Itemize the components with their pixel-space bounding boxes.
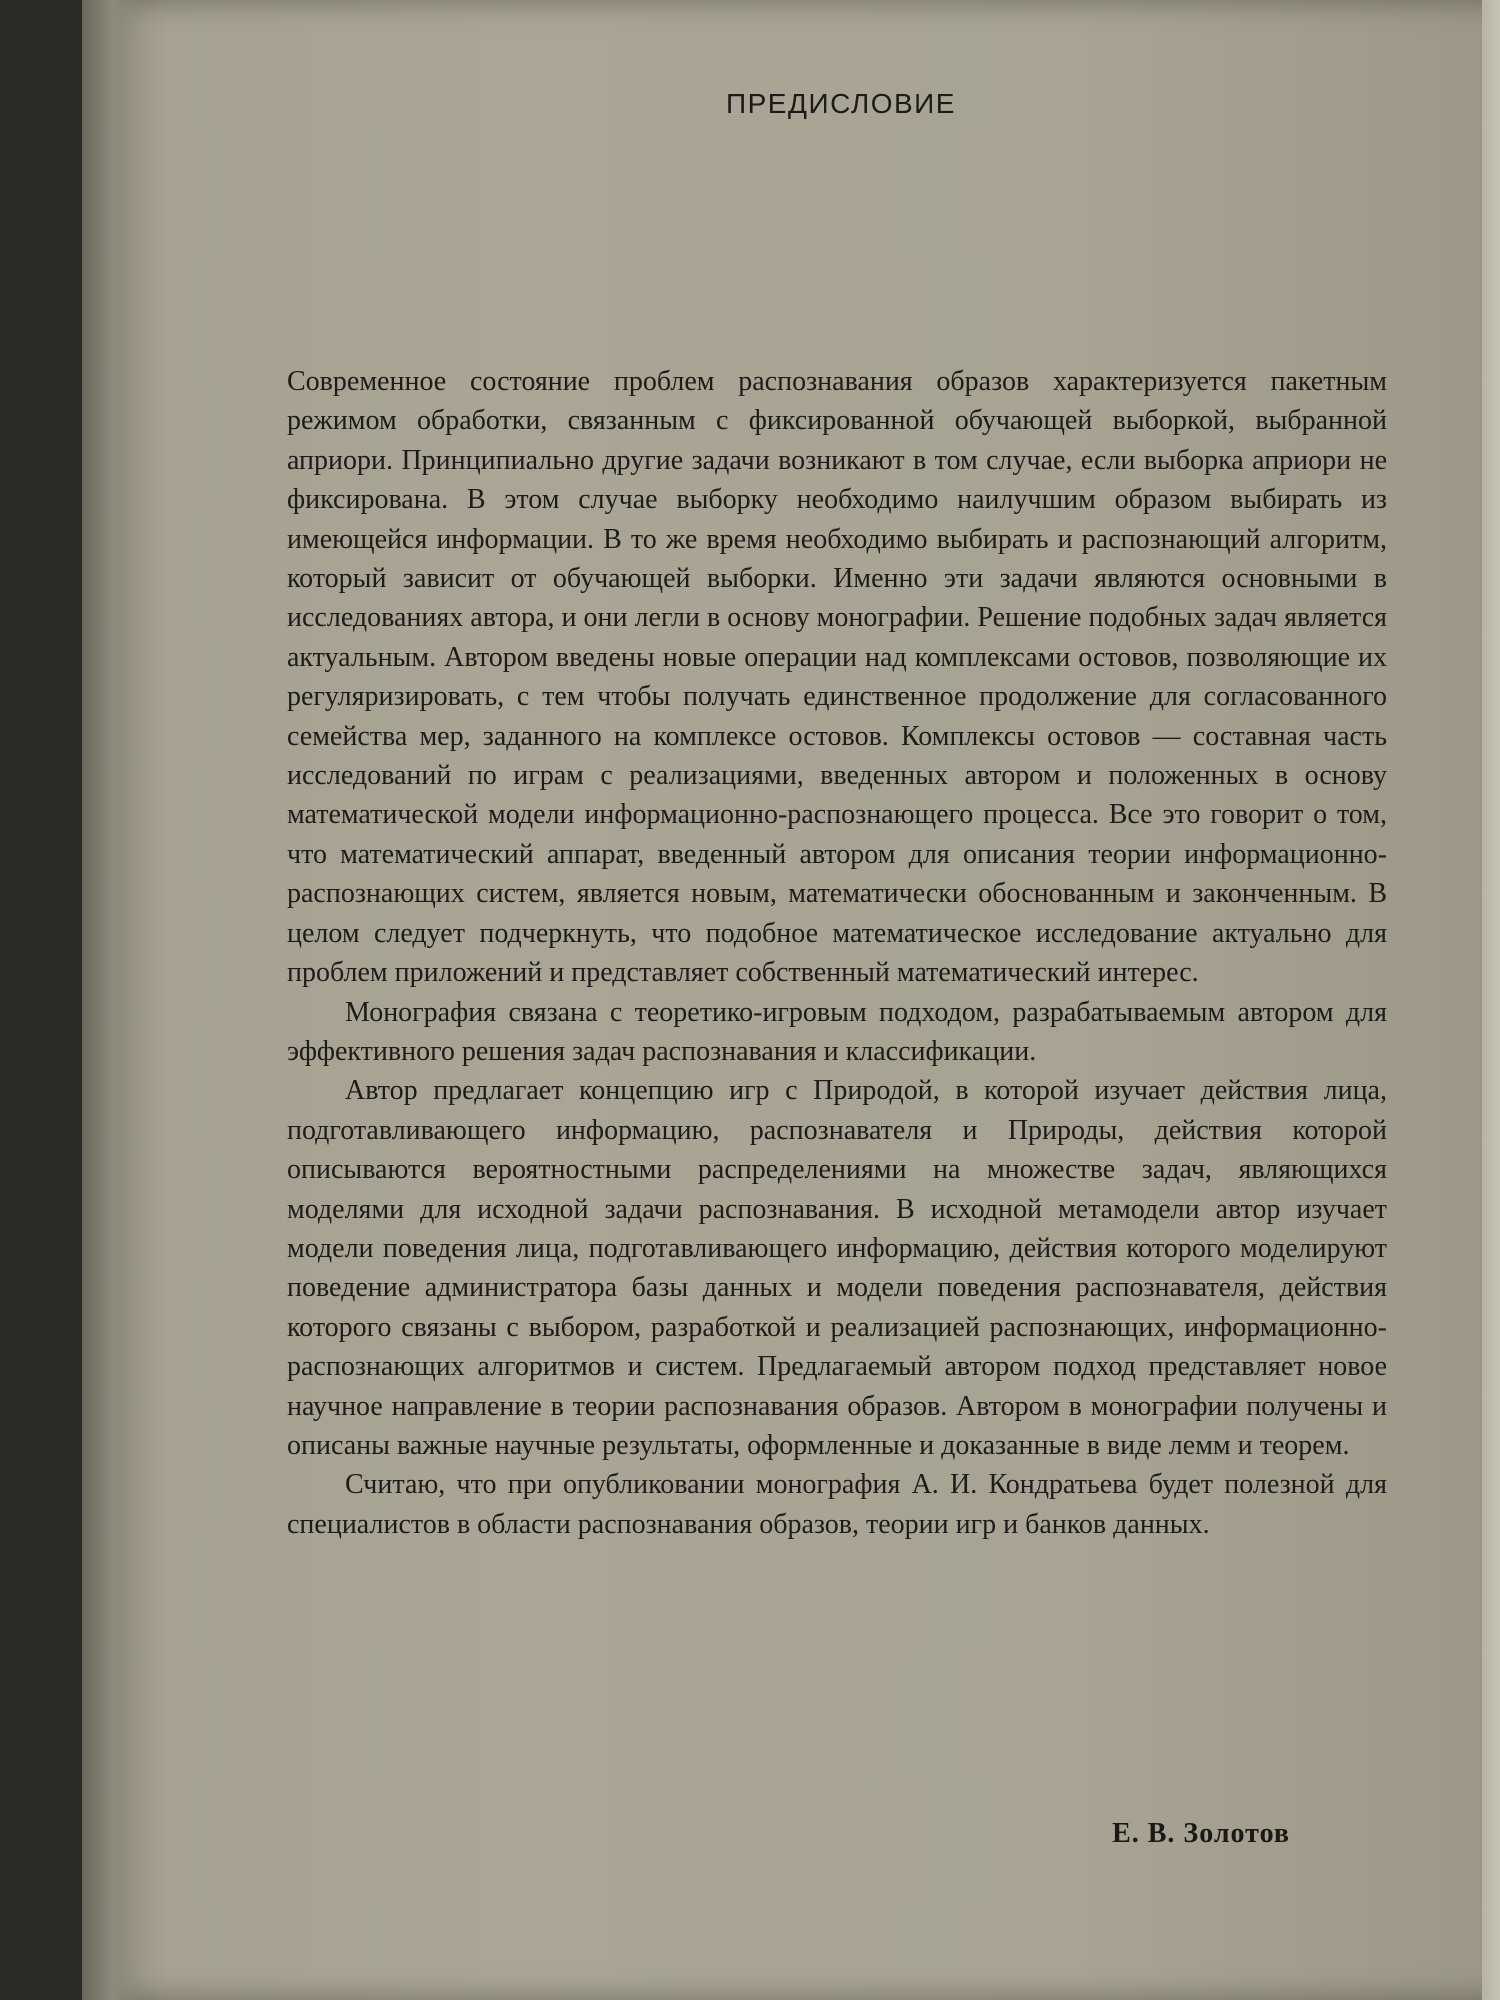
preface-text	[287, 362, 1387, 1544]
page-heading: ПРЕДИСЛОВИЕ	[726, 88, 956, 119]
author-signature: Е. В. Золотов	[1112, 1818, 1290, 1849]
book-page	[82, 0, 1500, 2000]
paragraph-4: Считаю, что при опубликовании монография А. И. Кондратьева будет полезной для специалистов в области распознавания образов, теории игр и банков данных.	[287, 1469, 1387, 1540]
paragraph-1: Современное состояние проблем распознавания образов характеризуется пакетным режимом обработки, связанным с фиксированной обучающей выборкой, выбранной априори. Принципиально другие задачи возникают в том случае, если выборка априори не фиксирована. В этом случае выборку необходимо наилучшим образом выбирать из имеющейся информации. В то же время необходимо выбирать и распознающий алгоритм, который зависит от обучающей выборки. Именно эти задачи являются основными в исследованиях автора, и они легли в основу монографии. Решение подобных задач является актуальным. Автором введены новые операции над комплексами остовов, позволяющие их регуляризировать, с тем чтобы получать единственное продолжение для согласованного семейства мер, заданного на комплексе остовов. Комплексы остовов — составная часть исследований по играм с реализациями, введенных автором и положенных в основу математической модели информационно-распознающего процесса. Все это говорит о том, что математический аппарат, введенный автором для описания теории информационно-распознающих систем, является новым, математически обоснованным и законченным. В целом следует подчеркнуть, что подобное математическое исследование актуально для проблем приложений и представляет собственный математический интерес.	[287, 366, 1387, 989]
page-binding-edge	[82, 0, 142, 2000]
paragraph-2: Монография связана с теоретико-игровым подходом, разрабатываемым автором для эффективного решения задач распознавания и классификации.	[287, 996, 1387, 1067]
paragraph-3: Автор предлагает концепцию игр с Природой, в которой изучает действия лица, подготавливающего информацию, распознавателя и Природы, действия которой описываются вероятностными распределениями на множестве задач, являющихся моделями для исходной задачи распознавания. В исходной метамодели автор изучает модели поведения лица, подготавливающего информацию, действия которого моделируют поведение администратора базы данных и модели поведения распознавателя, действия которого связаны с выбором, разработкой и реализацией распознающих, информационно-распознающих алгоритмов и систем. Предлагаемый автором подход представляет новое научное направление в теории распознавания образов. Автором в монографии получены и описаны важные научные результаты, оформленные и доказанные в виде лемм и теорем.	[287, 1075, 1387, 1461]
next-page-edge	[1482, 0, 1500, 2000]
